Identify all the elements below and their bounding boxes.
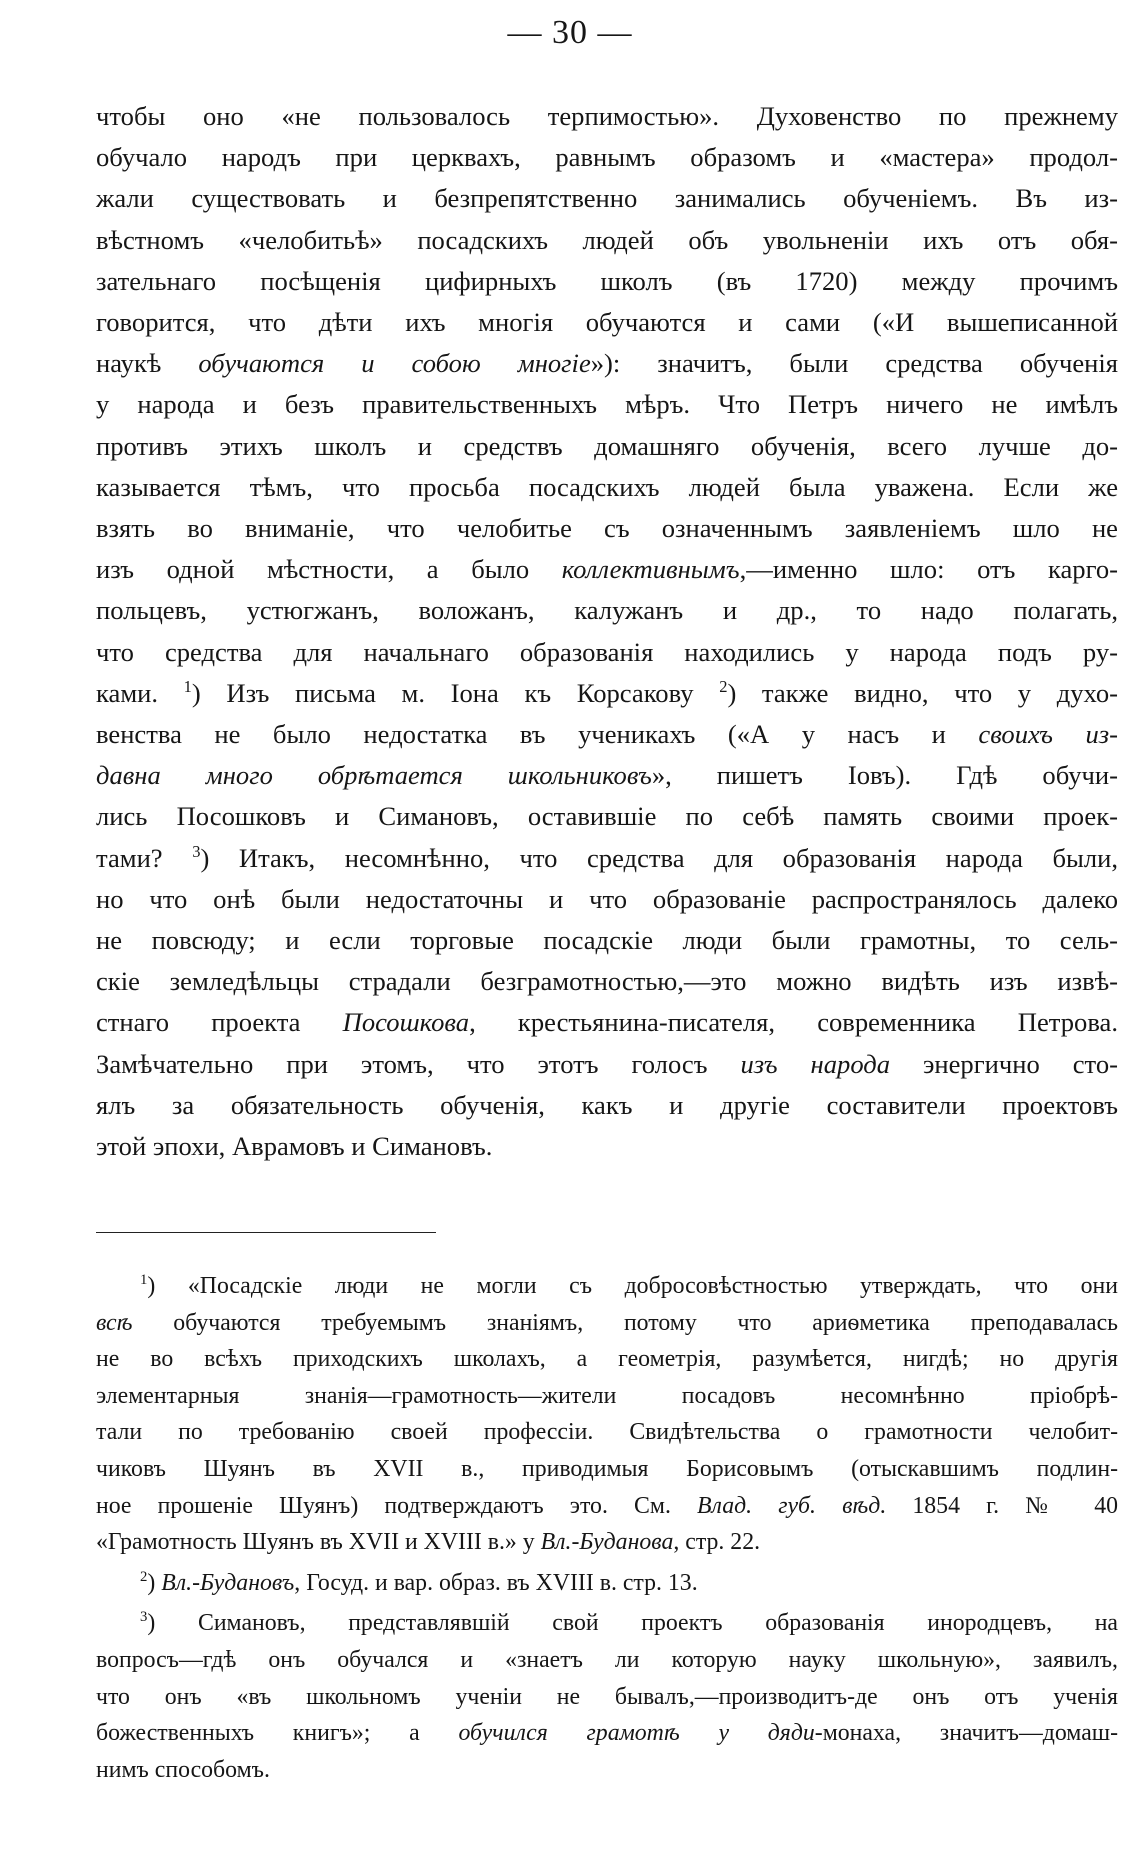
text-segment: взять во вниманіе, что челобитье съ означеннымъ заявленіемъ шло не <box>96 513 1118 544</box>
text-line <box>96 1488 1118 1525</box>
text-line <box>96 302 1118 343</box>
italic-text: давна много обрѣтается школьниковъ <box>96 760 652 791</box>
italic-text: коллективнымъ <box>561 554 740 585</box>
text-segment: ,—именно шло: отъ карго- <box>739 554 1118 585</box>
text-segment: элементарныя знанія—грамотность—жители посадовъ несомнѣнно пріобрѣ- <box>96 1382 1118 1409</box>
text-segment: изъ одной мѣстности, а было <box>96 554 562 585</box>
text-segment: у народа и безъ правительственныхъ мѣръ. Что Петръ ничего не имѣлъ <box>96 389 1118 420</box>
text-line <box>96 1305 1118 1342</box>
text-segment: вѣстномъ «челобитьѣ» посадскихъ людей объ увольненіи ихъ отъ обя- <box>96 224 1118 255</box>
text-segment: польцевъ, устюгжанъ, воложанъ, калужанъ и др., то надо полагать, <box>96 595 1118 626</box>
footnote-paren: ) <box>147 1273 188 1299</box>
text-line <box>96 838 1118 879</box>
italic-text: обучаются и собою многіе <box>198 348 591 379</box>
text-segment: », пишетъ Іовъ). Гдѣ обучи- <box>651 760 1118 791</box>
text-segment: «Грамотность Шуянъ въ XVII и XVIII в.» у <box>96 1529 541 1556</box>
footnotes <box>96 1268 1118 1792</box>
text-line <box>96 178 1118 219</box>
text-line <box>96 920 1118 961</box>
text-segment: говорится, что дѣти ихъ многія обучаются и сами («И вышеписанной <box>96 307 1118 338</box>
text-segment: обучало народъ при церквахъ, равнымъ образомъ и «мастера» продол- <box>96 142 1118 173</box>
text-line <box>96 1044 1118 1085</box>
text-segment: -монаха, значитъ—домаш- <box>814 1720 1119 1747</box>
italic-text: Посошкова <box>342 1007 470 1038</box>
text-line <box>96 673 1118 714</box>
text-segment: стнаго проекта <box>96 1007 343 1038</box>
text-line <box>96 796 1118 837</box>
text-line <box>96 1414 1118 1451</box>
text-line <box>96 1524 1118 1561</box>
footnote-number: 1 <box>140 1272 148 1289</box>
text-line <box>140 1565 1118 1602</box>
text-segment: казывается тѣмъ, что просьба посадскихъ людей была уважена. Если же <box>96 471 1118 502</box>
footnote-paren: ) <box>147 1569 162 1596</box>
text-segment: «Посадскіе люди не могли съ добросовѣстностью утверждать, что они <box>187 1273 1118 1299</box>
text-segment: Симановъ, представлявшій свой проектъ образованія инородцевъ, на <box>197 1610 1118 1637</box>
italic-text: обучился грамотѣ у дяди <box>458 1720 815 1747</box>
text-segment: »): значитъ, были средства обученія <box>590 348 1118 379</box>
text-line <box>96 1642 1118 1679</box>
text-segment: лись Посошковъ и Симановъ, оставившіе по себѣ память своими проек- <box>96 801 1118 832</box>
text-segment: , крестьянина-писателя, современника Петрова. <box>469 1007 1118 1038</box>
footnote-divider <box>96 1232 436 1233</box>
text-segment: , Госуд. и вар. образ. въ XVIII в. стр. 13. <box>294 1569 698 1596</box>
text-segment: вопросъ—гдѣ онъ обучался и «знаетъ ли которую науку школьную», заявилъ, <box>96 1646 1118 1673</box>
footnote-ref: 2 <box>719 676 728 696</box>
footnote-3 <box>96 1605 1118 1788</box>
text-segment: тами? <box>96 842 193 873</box>
text-line <box>96 755 1118 796</box>
italic-text: изъ народа <box>740 1048 891 1079</box>
text-line <box>96 343 1118 384</box>
text-segment: ) также видно, что у духо- <box>727 677 1118 708</box>
text-segment: энергично сто- <box>890 1048 1118 1079</box>
footnote-ref: 3 <box>192 841 201 861</box>
text-segment: Замѣчательно при этомъ, что этотъ голосъ <box>96 1048 741 1079</box>
footnote-paren: ) <box>147 1610 198 1637</box>
text-segment: ) Итакъ, несомнѣнно, что средства для образованія народа были, <box>200 842 1118 873</box>
footnote-first-line <box>96 1268 1118 1305</box>
text-line <box>96 1341 1118 1378</box>
text-segment: нимъ способомъ. <box>96 1756 270 1783</box>
text-segment: ками. <box>96 677 184 708</box>
footnote-2 <box>96 1565 1118 1602</box>
page-number: — 30 — <box>507 14 633 51</box>
text-line <box>96 549 1118 590</box>
text-segment: что онъ «въ школьномъ ученіи не бывалъ,—производитъ-де онъ отъ ученія <box>96 1683 1118 1710</box>
text-segment: этой эпохи, Аврамовъ и Симановъ. <box>96 1131 493 1162</box>
text-line <box>96 426 1118 467</box>
text-line <box>96 1002 1118 1043</box>
text-line <box>96 879 1118 920</box>
text-line <box>96 508 1118 549</box>
italic-text: Вл.-Буданова <box>540 1529 674 1556</box>
main-text <box>96 96 1118 1167</box>
text-segment: но что онѣ были недостаточны и что образованіе распространялось далеко <box>96 883 1118 914</box>
text-line <box>96 137 1118 178</box>
text-segment: венства не было недостатка въ ученикахъ («А у насъ и <box>96 719 979 750</box>
text-line <box>96 1085 1118 1126</box>
text-line <box>96 467 1118 508</box>
text-line <box>96 220 1118 261</box>
text-segment: тали по требованію своей профессіи. Свидѣтельства о грамотности челобит- <box>96 1419 1118 1446</box>
text-segment: не повсюду; и если торговые посадскіе люди были грамотны, то сель- <box>96 925 1118 956</box>
text-segment: чтобы оно «не пользовалось терпимостью». Духовенство по прежнему <box>96 101 1118 131</box>
footnote-first-line <box>96 1565 1118 1602</box>
italic-text: всѣ <box>96 1309 133 1336</box>
footnote-number: 3 <box>140 1609 148 1626</box>
text-line <box>96 1126 1118 1167</box>
footnote-number: 2 <box>140 1568 148 1585</box>
text-segment: обучаются требуемымъ знаніямъ, потому что ариѳметика преподавалась <box>132 1309 1118 1336</box>
text-line <box>96 590 1118 631</box>
text-line <box>96 961 1118 1002</box>
text-line <box>96 1378 1118 1415</box>
text-line <box>96 714 1118 755</box>
text-line <box>140 1605 1118 1642</box>
text-segment: чиковъ Шуянъ въ XVII в., приводимыя Борисовымъ (отыскавшимъ подлин- <box>96 1455 1118 1482</box>
italic-text: своихъ из- <box>978 719 1118 750</box>
text-line <box>140 1268 1118 1305</box>
text-segment: противъ этихъ школъ и средствъ домашняго обученія, всего лучше до- <box>96 430 1118 461</box>
text-segment: божественныхъ книгъ»; а <box>96 1720 459 1747</box>
text-segment: жали существовать и безпрепятственно занимались обученіемъ. Въ из- <box>96 183 1118 214</box>
text-line <box>96 1715 1118 1752</box>
text-line <box>96 384 1118 425</box>
italic-text: Влад. губ. вѣд. <box>697 1492 887 1519</box>
text-line <box>96 261 1118 302</box>
text-segment: 1854 г. № 40 <box>886 1492 1118 1519</box>
text-line <box>96 632 1118 673</box>
italic-text: Вл.-Будановъ <box>161 1569 295 1596</box>
text-line <box>96 1679 1118 1716</box>
footnote-ref: 1 <box>183 676 192 696</box>
text-line <box>96 96 1118 137</box>
text-line <box>96 1451 1118 1488</box>
text-line <box>96 1752 1118 1789</box>
text-segment: зательнаго посѣщенія цифирныхъ школъ (въ 1720) между прочимъ <box>96 265 1118 296</box>
text-segment: что средства для начальнаго образованія находились у народа подъ ру- <box>96 636 1118 667</box>
text-segment: ялъ за обязательность обученія, какъ и другіе составители проектовъ <box>96 1089 1118 1120</box>
text-segment: наукѣ <box>96 348 199 379</box>
text-segment: ное прошеніе Шуянъ) подтверждаютъ это. См. <box>96 1492 698 1519</box>
text-segment: ) Изъ письма м. Іона къ Корсакову <box>191 677 720 708</box>
footnote-first-line <box>96 1605 1118 1642</box>
footnote-1 <box>96 1268 1118 1561</box>
text-segment: не во всѣхъ приходскихъ школахъ, а геометрія, разумѣется, нигдѣ; но другія <box>96 1346 1118 1373</box>
text-segment: , стр. 22. <box>673 1529 761 1556</box>
text-segment: скіе земледѣльцы страдали безграмотностью,—это можно видѣть изъ извѣ- <box>96 966 1118 997</box>
